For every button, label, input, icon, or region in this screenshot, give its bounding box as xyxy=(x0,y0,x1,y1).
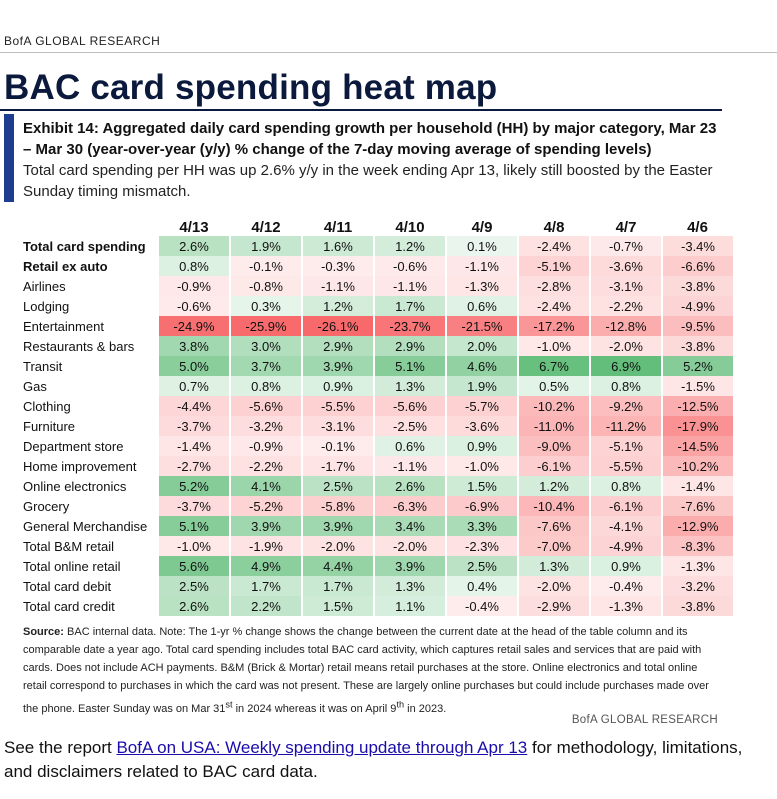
heat-cell: 3.7% xyxy=(230,356,302,376)
heat-cell: -10.2% xyxy=(518,396,590,416)
heat-cell: -5.6% xyxy=(230,396,302,416)
heat-cell: -5.8% xyxy=(302,496,374,516)
heat-cell: -3.7% xyxy=(158,416,230,436)
heat-cell: 1.7% xyxy=(230,576,302,596)
heat-cell: 2.9% xyxy=(302,336,374,356)
table-row xyxy=(23,556,733,576)
heat-cell: -3.6% xyxy=(590,256,662,276)
row-label: Total card spending xyxy=(23,238,146,254)
heat-cell: 3.9% xyxy=(302,516,374,536)
heat-cell: 0.1% xyxy=(446,236,518,256)
heat-cell: -7.0% xyxy=(518,536,590,556)
table-row xyxy=(23,536,733,556)
heat-cell: -10.2% xyxy=(662,456,733,476)
heat-cell: -2.7% xyxy=(158,456,230,476)
heat-cell: -4.9% xyxy=(662,296,733,316)
heat-cell: -1.0% xyxy=(518,336,590,356)
heat-cell: 5.1% xyxy=(374,356,446,376)
table-row xyxy=(23,396,733,416)
heat-cell: -17.9% xyxy=(662,416,733,436)
heat-cell: -2.4% xyxy=(518,296,590,316)
heat-cell: -4.4% xyxy=(158,396,230,416)
table-row xyxy=(23,256,733,276)
heat-cell: 1.6% xyxy=(302,236,374,256)
heat-cell: 2.6% xyxy=(158,596,230,616)
heat-cell: 1.1% xyxy=(374,596,446,616)
table-row xyxy=(23,576,733,596)
table-row xyxy=(23,516,733,536)
row-label: Gas xyxy=(23,378,47,394)
ordinal-suffix: th xyxy=(396,699,405,709)
brand-header: BofA GLOBAL RESEARCH xyxy=(4,34,161,48)
heat-cell: -1.5% xyxy=(662,376,733,396)
heat-cell: 5.2% xyxy=(158,476,230,496)
heat-cell: -2.9% xyxy=(518,596,590,616)
heat-cell: 1.5% xyxy=(302,596,374,616)
row-label: Total online retail xyxy=(23,558,121,574)
exhibit-subtitle: Total card spending per HH was up 2.6% y/y in the week ending Apr 13, likely still boosted by the Easter Sunday timing mismatch. xyxy=(23,162,713,200)
heat-cell: -2.4% xyxy=(518,236,590,256)
heat-cell: 0.8% xyxy=(230,376,302,396)
column-header-1: 4/12 xyxy=(251,218,281,236)
heat-cell: -23.7% xyxy=(374,316,446,336)
table-row xyxy=(23,496,733,516)
heat-cell: -7.6% xyxy=(518,516,590,536)
row-label: Airlines xyxy=(23,278,66,294)
heat-cell: 6.7% xyxy=(518,356,590,376)
heat-cell: 0.9% xyxy=(302,376,374,396)
heat-cell: -12.9% xyxy=(662,516,733,536)
heat-cell: -0.6% xyxy=(374,256,446,276)
heat-cell: -3.2% xyxy=(230,416,302,436)
table-row xyxy=(23,376,733,396)
heatmap-corner xyxy=(23,218,158,236)
heat-cell: -21.5% xyxy=(446,316,518,336)
heat-cell: -9.5% xyxy=(662,316,733,336)
heat-cell: -12.8% xyxy=(590,316,662,336)
row-label: Total card credit xyxy=(23,598,115,614)
heat-cell: 2.6% xyxy=(158,236,230,256)
heat-cell: -5.6% xyxy=(374,396,446,416)
report-link[interactable]: BofA on USA: Weekly spending update through Apr 13 xyxy=(116,738,528,757)
heat-cell: -3.4% xyxy=(662,236,733,256)
source-note xyxy=(23,623,723,718)
heat-cell: -1.4% xyxy=(158,436,230,456)
heat-cell: 0.9% xyxy=(446,436,518,456)
row-label: Department store xyxy=(23,438,124,454)
heat-cell: 1.5% xyxy=(446,476,518,496)
table-row xyxy=(23,336,733,356)
heat-cell: -0.8% xyxy=(230,276,302,296)
row-label: Entertainment xyxy=(23,318,104,334)
heat-cell: -3.8% xyxy=(662,596,733,616)
heat-cell: -9.0% xyxy=(518,436,590,456)
heat-cell: 4.6% xyxy=(446,356,518,376)
heat-cell: 1.3% xyxy=(374,576,446,596)
heat-cell: -1.1% xyxy=(374,456,446,476)
heat-cell: -5.5% xyxy=(590,456,662,476)
heat-cell: -26.1% xyxy=(302,316,374,336)
heat-cell: -4.1% xyxy=(590,516,662,536)
heat-cell: 4.9% xyxy=(230,556,302,576)
heat-cell: 3.9% xyxy=(230,516,302,536)
heat-cell: -3.8% xyxy=(662,276,733,296)
heat-cell: -2.0% xyxy=(374,536,446,556)
heat-cell: -1.3% xyxy=(590,596,662,616)
heat-cell: -2.8% xyxy=(518,276,590,296)
heat-cell: -25.9% xyxy=(230,316,302,336)
heat-cell: -6.9% xyxy=(446,496,518,516)
heat-cell: -7.6% xyxy=(662,496,733,516)
heat-cell: 6.9% xyxy=(590,356,662,376)
heat-cell: -6.1% xyxy=(590,496,662,516)
source-text: BAC internal data. Note: The 1-yr % change shows the change between the current date at the head of the table column and its comparable date a year ago. Total card spending includes total BAC card activity, which captures retail sales and services that are paid with cards. Does not include ACH payments. B&M (Brick & Mortar) retail means retail purchases at the store. Online electronics and total online retail correspond to purchases in which the card was not present. These are largely online purchases but could include purchases made over the phone. Easter Sunday was on Mar 31st in 2024 whereas it was on April 9th in 2023. xyxy=(23,626,709,715)
heat-cell: 1.3% xyxy=(374,376,446,396)
heat-cell: -11.0% xyxy=(518,416,590,436)
table-row xyxy=(23,316,733,336)
heat-cell: -10.4% xyxy=(518,496,590,516)
footer-note xyxy=(4,736,774,784)
heat-cell: 0.8% xyxy=(590,376,662,396)
heat-cell: -2.2% xyxy=(590,296,662,316)
heat-cell: 1.2% xyxy=(518,476,590,496)
heat-cell: -1.9% xyxy=(230,536,302,556)
exhibit-text xyxy=(23,118,723,202)
heat-cell: -0.9% xyxy=(158,276,230,296)
column-header-4: 4/9 xyxy=(471,218,493,236)
heat-cell: 1.3% xyxy=(518,556,590,576)
heat-cell: 4.4% xyxy=(302,556,374,576)
row-label: Total B&M retail xyxy=(23,538,115,554)
heatmap-header-row xyxy=(23,218,733,236)
heat-cell: -0.1% xyxy=(230,256,302,276)
table-row xyxy=(23,296,733,316)
heat-cell: -5.5% xyxy=(302,396,374,416)
heat-cell: -5.7% xyxy=(446,396,518,416)
source-label: Source: xyxy=(23,626,64,638)
heat-cell: 0.4% xyxy=(446,576,518,596)
table-row xyxy=(23,416,733,436)
heat-cell: 2.5% xyxy=(158,576,230,596)
heat-cell: -12.5% xyxy=(662,396,733,416)
heat-cell: 3.4% xyxy=(374,516,446,536)
heat-cell: 3.0% xyxy=(230,336,302,356)
heat-cell: -1.7% xyxy=(302,456,374,476)
heat-cell: -17.2% xyxy=(518,316,590,336)
heat-cell: 4.1% xyxy=(230,476,302,496)
heat-cell: -9.2% xyxy=(590,396,662,416)
heat-cell: 0.6% xyxy=(374,436,446,456)
heat-cell: -2.2% xyxy=(230,456,302,476)
heat-cell: 5.2% xyxy=(662,356,733,376)
heat-cell: -5.1% xyxy=(518,256,590,276)
table-row xyxy=(23,436,733,456)
heat-cell: -11.2% xyxy=(590,416,662,436)
heat-cell: -5.1% xyxy=(590,436,662,456)
heat-cell: -2.0% xyxy=(302,536,374,556)
heat-cell: -2.5% xyxy=(374,416,446,436)
heat-cell: 1.9% xyxy=(446,376,518,396)
heat-cell: -3.7% xyxy=(158,496,230,516)
heat-cell: 0.6% xyxy=(446,296,518,316)
footer-prefix: See the report xyxy=(4,738,117,757)
row-label: Clothing xyxy=(23,398,71,414)
row-label: Retail ex auto xyxy=(23,258,108,274)
heat-cell: 5.6% xyxy=(158,556,230,576)
heat-cell: -1.4% xyxy=(662,476,733,496)
heat-cell: -2.0% xyxy=(590,336,662,356)
heat-cell: -6.3% xyxy=(374,496,446,516)
heat-cell: -1.0% xyxy=(446,456,518,476)
heat-cell: 0.8% xyxy=(158,256,230,276)
heat-cell: -0.1% xyxy=(302,436,374,456)
heat-cell: -14.5% xyxy=(662,436,733,456)
heatmap-table xyxy=(23,218,733,616)
heat-cell: 0.7% xyxy=(158,376,230,396)
heat-cell: 2.5% xyxy=(302,476,374,496)
heat-cell: -3.1% xyxy=(590,276,662,296)
column-header-7: 4/6 xyxy=(687,218,708,236)
heat-cell: -0.6% xyxy=(158,296,230,316)
heat-cell: -3.6% xyxy=(446,416,518,436)
row-label: Home improvement xyxy=(23,458,137,474)
row-label: Total card debit xyxy=(23,578,112,594)
row-label: Transit xyxy=(23,358,63,374)
heat-cell: -0.4% xyxy=(446,596,518,616)
heat-cell: 1.9% xyxy=(230,236,302,256)
row-label: Lodging xyxy=(23,298,70,314)
heat-cell: -0.9% xyxy=(230,436,302,456)
exhibit-box xyxy=(4,114,722,202)
heat-cell: 3.3% xyxy=(446,516,518,536)
page-title: BAC card spending heat map xyxy=(4,68,498,107)
heat-cell: -1.3% xyxy=(446,276,518,296)
brand-footer: BofA GLOBAL RESEARCH xyxy=(571,714,718,726)
heat-cell: 3.8% xyxy=(158,336,230,356)
heat-cell: 3.9% xyxy=(302,356,374,376)
column-header-0: 4/13 xyxy=(179,218,209,236)
heat-cell: 1.7% xyxy=(374,296,446,316)
column-header-6: 4/7 xyxy=(615,218,637,236)
heat-cell: 0.9% xyxy=(590,556,662,576)
heat-cell: -3.1% xyxy=(302,416,374,436)
heat-cell: -0.4% xyxy=(590,576,662,596)
row-label: Online electronics xyxy=(23,478,127,494)
heat-cell: -0.7% xyxy=(590,236,662,256)
heat-cell: -5.2% xyxy=(230,496,302,516)
header-divider xyxy=(0,52,777,53)
heat-cell: -1.1% xyxy=(446,256,518,276)
title-underline xyxy=(0,109,722,111)
heat-cell: -6.6% xyxy=(662,256,733,276)
row-label: Restaurants & bars xyxy=(23,338,135,354)
heat-cell: 5.1% xyxy=(158,516,230,536)
heat-cell: 0.3% xyxy=(230,296,302,316)
table-row xyxy=(23,276,733,296)
heat-cell: -2.0% xyxy=(518,576,590,596)
heat-cell: -6.1% xyxy=(518,456,590,476)
row-label: Furniture xyxy=(23,418,76,434)
heat-cell: -3.2% xyxy=(662,576,733,596)
heatmap-body xyxy=(23,236,733,616)
heat-cell: 1.7% xyxy=(302,576,374,596)
heat-cell: 0.8% xyxy=(590,476,662,496)
table-row xyxy=(23,476,733,496)
heat-cell: -1.1% xyxy=(302,276,374,296)
heat-cell: 2.2% xyxy=(230,596,302,616)
heat-cell: 1.2% xyxy=(374,236,446,256)
table-row xyxy=(23,456,733,476)
heat-cell: -1.3% xyxy=(662,556,733,576)
heat-cell: -24.9% xyxy=(158,316,230,336)
heat-cell: -2.3% xyxy=(446,536,518,556)
column-header-5: 4/8 xyxy=(543,218,565,236)
heat-cell: 5.0% xyxy=(158,356,230,376)
table-row xyxy=(23,356,733,376)
heat-cell: 2.6% xyxy=(374,476,446,496)
exhibit-title: Exhibit 14: Aggregated daily card spending growth per household (HH) by major category, Mar 23 – Mar 30 (year-over-year (y/y) % change of the 7-day moving average of spending levels) xyxy=(23,120,717,158)
heat-cell: 2.0% xyxy=(446,336,518,356)
heat-cell: -8.3% xyxy=(662,536,733,556)
heat-cell: 0.5% xyxy=(518,376,590,396)
column-header-3: 4/10 xyxy=(395,218,425,236)
table-row xyxy=(23,596,733,616)
ordinal-suffix: st xyxy=(225,699,233,709)
exhibit-accent-bar xyxy=(4,114,14,202)
heat-cell: -1.0% xyxy=(158,536,230,556)
row-label: General Merchandise xyxy=(23,518,148,534)
heat-cell: -1.1% xyxy=(374,276,446,296)
table-row xyxy=(23,236,733,256)
heat-cell: 2.5% xyxy=(446,556,518,576)
footer-suffix: for methodology, limitations, and disclaimers related to BAC card data. xyxy=(4,738,743,781)
heat-cell: 3.9% xyxy=(374,556,446,576)
heat-cell: 2.9% xyxy=(374,336,446,356)
heat-cell: 1.2% xyxy=(302,296,374,316)
row-label: Grocery xyxy=(23,498,70,514)
heat-cell: -4.9% xyxy=(590,536,662,556)
heat-cell: -3.8% xyxy=(662,336,733,356)
column-header-2: 4/11 xyxy=(323,218,353,236)
heat-cell: -0.3% xyxy=(302,256,374,276)
